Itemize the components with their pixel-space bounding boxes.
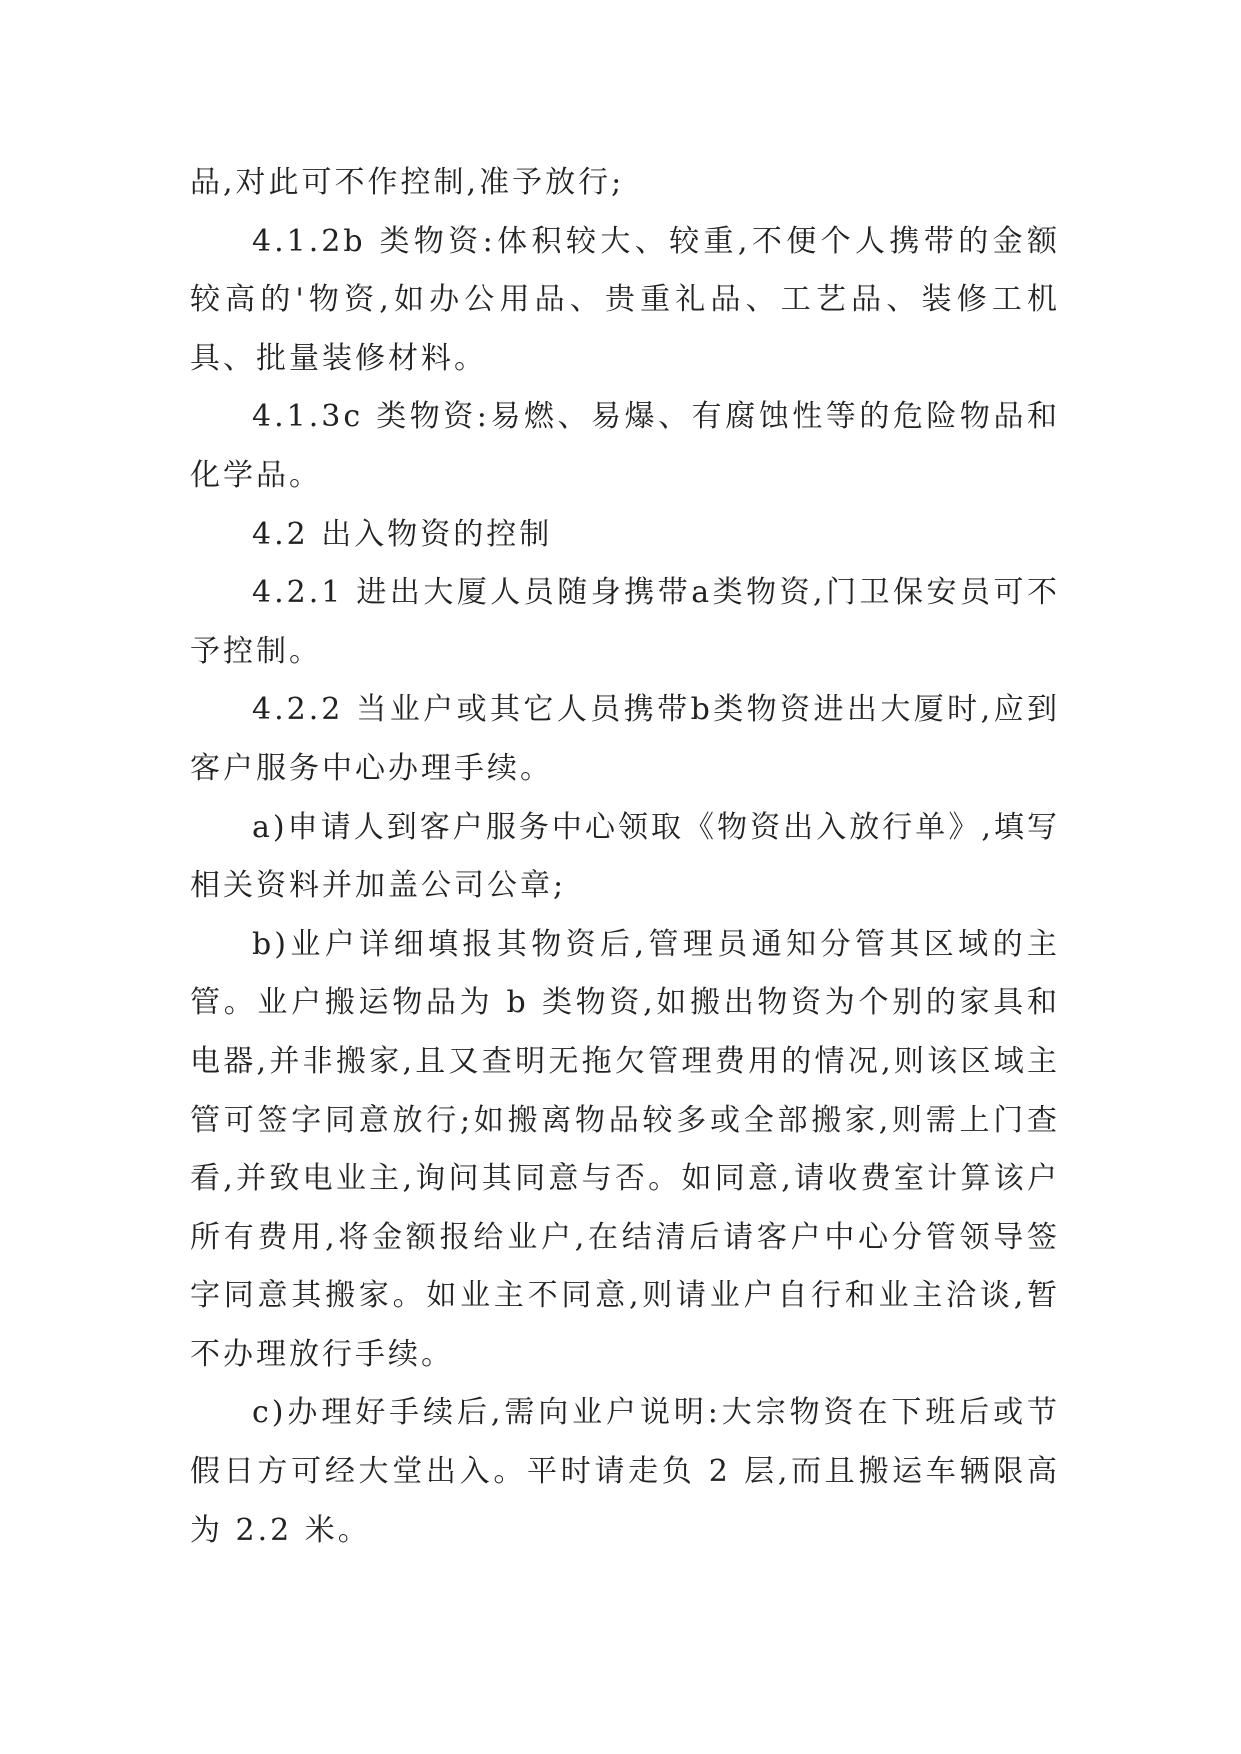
paragraph-4-2-2: 4.2.2 当业户或其它人员携带b类物资进出大厦时,应到客户服务中心办理手续。 xyxy=(190,692,1060,786)
section-heading-4-2: 4.2 出入物资的控制 xyxy=(252,516,553,552)
paragraph-4-1-3: 4.1.3c 类物资:易燃、易爆、有腐蚀性等的危险物品和化学品。 xyxy=(190,399,1060,493)
list-item-a: a)申请人到客户服务中心领取《物资出入放行单》,填写相关资料并加盖公司公章; xyxy=(190,809,1060,904)
document-body xyxy=(190,154,1060,1560)
list-item-c: c)办理好手续后,需向业户说明:大宗物资在下班后或节假日方可经大堂出入。平时请走负 2 层,而且搬运车辆限高为 2.2 米。 xyxy=(190,1395,1060,1548)
paragraph-continuation: 品,对此可不作控制,准予放行; xyxy=(190,165,625,200)
list-item-b: b)业户详细填报其物资后,管理员通知分管其区域的主管。业户搬运物品为 b 类物资,如搬出物资为个别的家具和电器,并非搬家,且又查明无拖欠管理费用的情况,则该区域主管可签字同意放行;如搬离物品较多或全部搬家,则需上门查看,并致电业主,询问其同意与否。如同意,请收费室计算该户所有费用,将金额报给业户,在结清后请客户中心分管领导签字同意其搬家。如业主不同意,则请业户自行和业主洽谈,暂不办理放行手续。 xyxy=(190,926,1060,1372)
paragraph-4-2-1: 4.2.1 进出大厦人员随身携带a类物资,门卫保安员可不予控制。 xyxy=(190,575,1060,669)
paragraph-4-1-2: 4.1.2b 类物资:体积较大、较重,不便个人携带的金额较高的'物资,如办公用品、贵重礼品、工艺品、装修工机具、批量装修材料。 xyxy=(190,223,1060,376)
